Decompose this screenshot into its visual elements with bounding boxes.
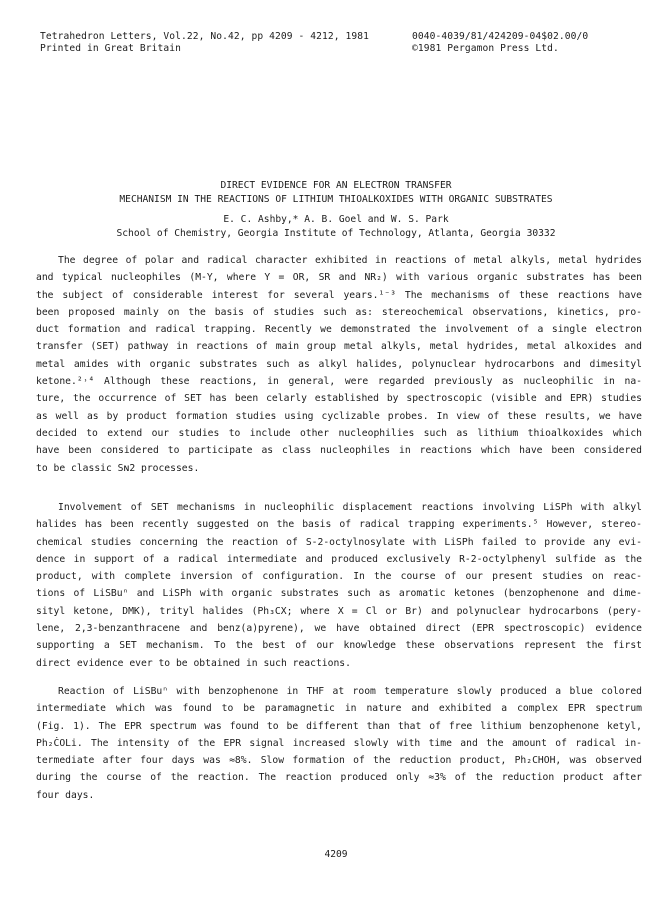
text-line: to be classic Sɴ2 processes. [36, 462, 200, 474]
article-title-line-1: DIRECT EVIDENCE FOR AN ELECTRON TRANSFER [220, 180, 452, 191]
paragraph-3 [36, 683, 642, 804]
affiliation: School of Chemistry, Georgia Institute of Technology, Atlanta, Georgia 30332 [116, 228, 556, 239]
printed-in-line: Printed in Great Britain [40, 43, 182, 54]
text-line [36, 252, 642, 269]
issn-code: 0040-4039/81/424209-04$02.00/0 [412, 31, 589, 42]
text-line: transfer (SET) pathway in reactions of main group metal alkyls, metal hydrides, metal alkoxides and [36, 341, 642, 353]
text-line: the subject of considerable interest for several years.¹⁻³ The mechanisms of these reactions have [36, 289, 642, 301]
copyright-block [412, 31, 588, 55]
text-line: decided to extend our studies to include other nucleophilies such as lithium thioalkoxides which [36, 427, 642, 439]
text-line: supporting a SET mechanism. To the best of our knowledge these observations represent the first [36, 640, 642, 652]
text-line-content: Involvement of SET mechanisms in nucleophilic displacement reactions involving LiSPh with alkyl [58, 502, 642, 513]
text-line-content: Reaction of LiSBuⁿ with benzophenone in THF at room temperature slowly produced a blue colored [58, 686, 642, 697]
text-line: halides has been recently suggested on the basis of radical trapping experiments.⁵ However, stereo- [36, 519, 642, 531]
text-line: lene, 2,3-benzanthracene and benz(a)pyrene), we have obtained direct (EPR spectroscopic) evidence [36, 623, 642, 635]
text-line [36, 499, 642, 516]
paragraph-1 [36, 252, 642, 477]
text-line: ture, the occurrence of SET has been celarly established by spectroscopic (visible and EPR) studies [36, 393, 642, 405]
text-line: ketone.²˒⁴ Although these reactions, in general, were regarded previously as nucleophilic in na- [36, 376, 642, 388]
authors: E. C. Ashby,* A. B. Goel and W. S. Park [223, 214, 449, 225]
paragraph-2 [36, 499, 642, 672]
text-line: as well as by product formation studies using cyclizable probes. In view of these results, we have [36, 410, 642, 422]
article-title-line-2: MECHANISM IN THE REACTIONS OF LITHIUM THIOALKOXIDES WITH ORGANIC SUBSTRATES [119, 194, 553, 205]
copyright-line: ©1981 Pergamon Press Ltd. [412, 43, 559, 54]
text-line: termediate after four days was ≈8%. Slow formation of the reduction product, Ph₂CHOH, was observed [36, 755, 642, 767]
text-line: intermediate which was found to be paramagnetic in nature and exhibited a complex EPR spectrum [36, 703, 642, 715]
text-line: Ph₂ĊOLi. The intensity of the EPR signal increased slowly with time and the amount of radical in- [36, 737, 642, 749]
text-line: duct formation and radical trapping. Recently we demonstrated the involvement of a single electron [36, 324, 642, 336]
text-line [36, 683, 642, 700]
text-line: direct evidence ever to be obtained in such reactions. [36, 657, 351, 669]
text-line: been proposed mainly on the basis of studies such as: stereochemical observations, kinetics, pro- [36, 306, 642, 318]
text-line: (Fig. 1). The EPR spectrum was found to be different than that of free lithium benzophenone ketyl, [36, 720, 642, 732]
text-line: and typical nucleophiles (M-Y, where Y = OR, SR and NR₂) with various organic substrates has been [36, 272, 642, 284]
citation-line: Tetrahedron Letters, Vol.22, No.42, pp 4209 - 4212, 1981 [40, 31, 370, 42]
text-line: four days. [36, 789, 95, 801]
text-line: have been considered to participate as class nucleophiles in reactions which have been considered [36, 445, 642, 457]
text-line: metal amides with organic substrates such as alkyl halides, polynuclear hydrocarbons and dimesityl [36, 358, 642, 370]
text-line: dence in support of a radical intermediate and produced exclusively R-2-octylphenyl sulfide as the [36, 553, 642, 565]
text-line: sityl ketone, DMK), trityl halides (Ph₃CX; where X = Cl or Br) and polynuclear hydrocarbons (pery- [36, 605, 642, 617]
text-line-content: The degree of polar and radical character exhibited in reactions of metal alkyls, metal hydrides [58, 255, 642, 266]
text-line: during the course of the reaction. The reaction produced only ≈3% of the reduction product after [36, 772, 642, 784]
text-line: tions of LiSBuⁿ and LiSPh with organic substrates such as aromatic ketones (benzophenone and dime- [36, 588, 642, 600]
journal-citation [40, 31, 369, 55]
text-line: product, with complete inversion of configuration. In the course of our present studies on reac- [36, 571, 642, 583]
text-line: chemical studies concerning the reaction of S-2-octylnosylate with LiSPh failed to provide any evi- [36, 536, 642, 548]
page-number: 4209 [324, 849, 348, 860]
